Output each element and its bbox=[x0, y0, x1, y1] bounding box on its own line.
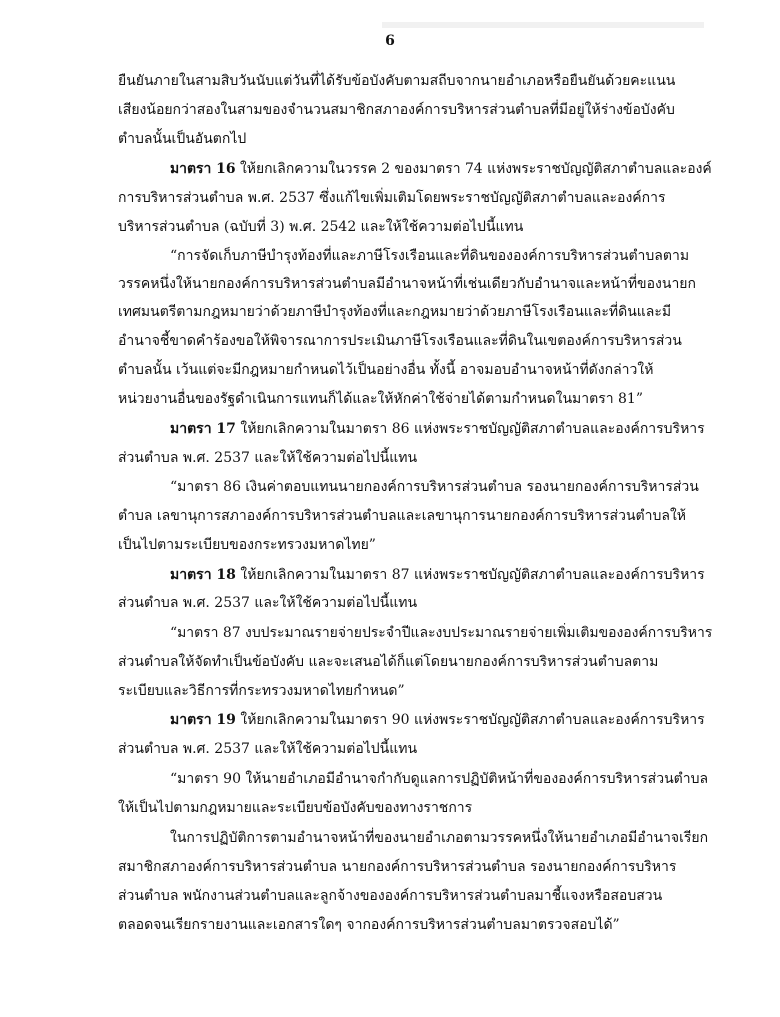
text-line: ส่วนตำบล พ.ศ. 2537 และให้ใช้ความต่อไปนี้แทน bbox=[118, 595, 418, 611]
page-number: 6 bbox=[385, 33, 395, 49]
section-heading-line: มาตรา 18 ให้ยกเลิกความในมาตรา 87 แห่งพระราชบัญญัติสภาตำบลและองค์การบริหาร bbox=[170, 567, 705, 583]
text-line: ส่วนตำบล พนักงานส่วนตำบลและลูกจ้างขององค์การบริหารส่วนตำบลมาชี้แจงหรือสอบสวน bbox=[118, 888, 663, 904]
text-line: เสียงน้อยกว่าสองในสามของจำนวนสมาชิกสภาองค์การบริหารส่วนตำบลที่มีอยู่ให้ร่างข้อบังคับ bbox=[118, 102, 675, 118]
text-line: ตำบลนั้นเป็นอันตกไป bbox=[118, 131, 247, 147]
section-label: มาตรา 18 bbox=[170, 567, 236, 583]
section-heading-line: มาตรา 17 ให้ยกเลิกความในมาตรา 86 แห่งพระราชบัญญัติสภาตำบลและองค์การบริหาร bbox=[170, 421, 705, 437]
section-label: มาตรา 19 bbox=[170, 712, 236, 728]
text-line: อำนาจชี้ขาดคำร้องขอให้พิจารณาการประเมินภาษีโรงเรือนและที่ดินในเขตองค์การบริหารส่วน bbox=[118, 333, 682, 349]
text-line: ส่วนตำบลให้จัดทำเป็นข้อบังคับ และจะเสนอได้ก็แต่โดยนายกองค์การบริหารส่วนตำบลตาม bbox=[118, 654, 659, 670]
section-heading-line: มาตรา 19 ให้ยกเลิกความในมาตรา 90 แห่งพระราชบัญญัติสภาตำบลและองค์การบริหาร bbox=[170, 712, 705, 728]
text-line: หน่วยงานอื่นของรัฐดำเนินการแทนก็ได้และให้หักค่าใช้จ่ายได้ตามกำหนดในมาตรา 81” bbox=[118, 391, 643, 407]
text-line: ให้เป็นไปตามกฎหมายและระเบียบข้อบังคับของทางราชการ bbox=[118, 800, 473, 816]
text-line: ตำบล เลขานุการสภาองค์การบริหารส่วนตำบลและเลขานุการนายกองค์การบริหารส่วนตำบลให้ bbox=[118, 508, 687, 524]
text-line: ระเบียบและวิธีการที่กระทรวงมหาดไทยกำหนด” bbox=[118, 683, 405, 699]
text-line: ตลอดจนเรียกรายงานและเอกสารใดๆ จากองค์การบริหารส่วนตำบลมาตรวจสอบได้” bbox=[118, 917, 620, 933]
text-line: ตำบลนั้น เว้นแต่จะมีกฎหมายกำหนดไว้เป็นอย่างอื่น ทั้งนี้ อาจมอบอำนาจหน้าที่ดังกล่าวให้ bbox=[118, 362, 654, 378]
text-line: บริหารส่วนตำบล (ฉบับที่ 3) พ.ศ. 2542 และให้ใช้ความต่อไปนี้แทน bbox=[118, 219, 524, 235]
text-line: ยืนยันภายในสามสิบวันนับแต่วันที่ได้รับข้อบังคับตามสถีบจากนายอำเภอหรือยืนยันด้วยคะแนน bbox=[118, 73, 676, 89]
quoted-text-line: “มาตรา 86 เงินค่าตอบแทนนายกองค์การบริหารส่วนตำบล รองนายกองค์การบริหารส่วน bbox=[170, 479, 699, 495]
text-line: การบริหารส่วนตำบล พ.ศ. 2537 ซึ่งแก้ไขเพิ่มเติมโดยพระราชบัญญัติสภาตำบลและองค์การ bbox=[118, 190, 666, 206]
scan-artifact bbox=[382, 22, 704, 28]
text-line: เป็นไปตามระเบียบของกระทรวงมหาดไทย” bbox=[118, 537, 376, 553]
section-label: มาตรา 17 bbox=[170, 421, 236, 437]
text-line: ส่วนตำบล พ.ศ. 2537 และให้ใช้ความต่อไปนี้แทน bbox=[118, 741, 418, 757]
quoted-text-line: “มาตรา 87 งบประมาณรายจ่ายประจำปีและงบประมาณรายจ่ายเพิ่มเติมขององค์การบริหาร bbox=[170, 625, 713, 641]
quoted-text-line: “มาตรา 90 ให้นายอำเภอมีอำนาจกำกับดูแลการปฏิบัติหน้าที่ขององค์การบริหารส่วนตำบล bbox=[170, 771, 709, 787]
text-line: สมาชิกสภาองค์การบริหารส่วนตำบล นายกองค์การบริหารส่วนตำบล รองนายกองค์การบริหาร bbox=[118, 859, 677, 875]
text-line: เทศมนตรีตามกฎหมายว่าด้วยภาษีบำรุงท้องที่และกฎหมายว่าด้วยภาษีโรงเรือนและที่ดินและมี bbox=[118, 304, 672, 320]
quoted-text-line: “การจัดเก็บภาษีบำรุงท้องที่และภาษีโรงเรือนและที่ดินขององค์การบริหารส่วนตำบลตาม bbox=[170, 248, 690, 264]
section-heading-line: มาตรา 16 ให้ยกเลิกความในวรรค 2 ของมาตรา 74 แห่งพระราชบัญญัติสภาตำบลและองค์ bbox=[170, 161, 712, 177]
text-line: ในการปฏิบัติการตามอำนาจหน้าที่ของนายอำเภอตามวรรคหนึ่งให้นายอำเภอมีอำนาจเรียก bbox=[170, 830, 709, 846]
section-label: มาตรา 16 bbox=[170, 161, 236, 177]
text-line: วรรคหนึ่งให้นายกองค์การบริหารส่วนตำบลมีอำนาจหน้าที่เช่นเดียวกับอำนาจและหน้าที่ของนายก bbox=[118, 276, 696, 292]
text-line: ส่วนตำบล พ.ศ. 2537 และให้ใช้ความต่อไปนี้แทน bbox=[118, 450, 418, 466]
